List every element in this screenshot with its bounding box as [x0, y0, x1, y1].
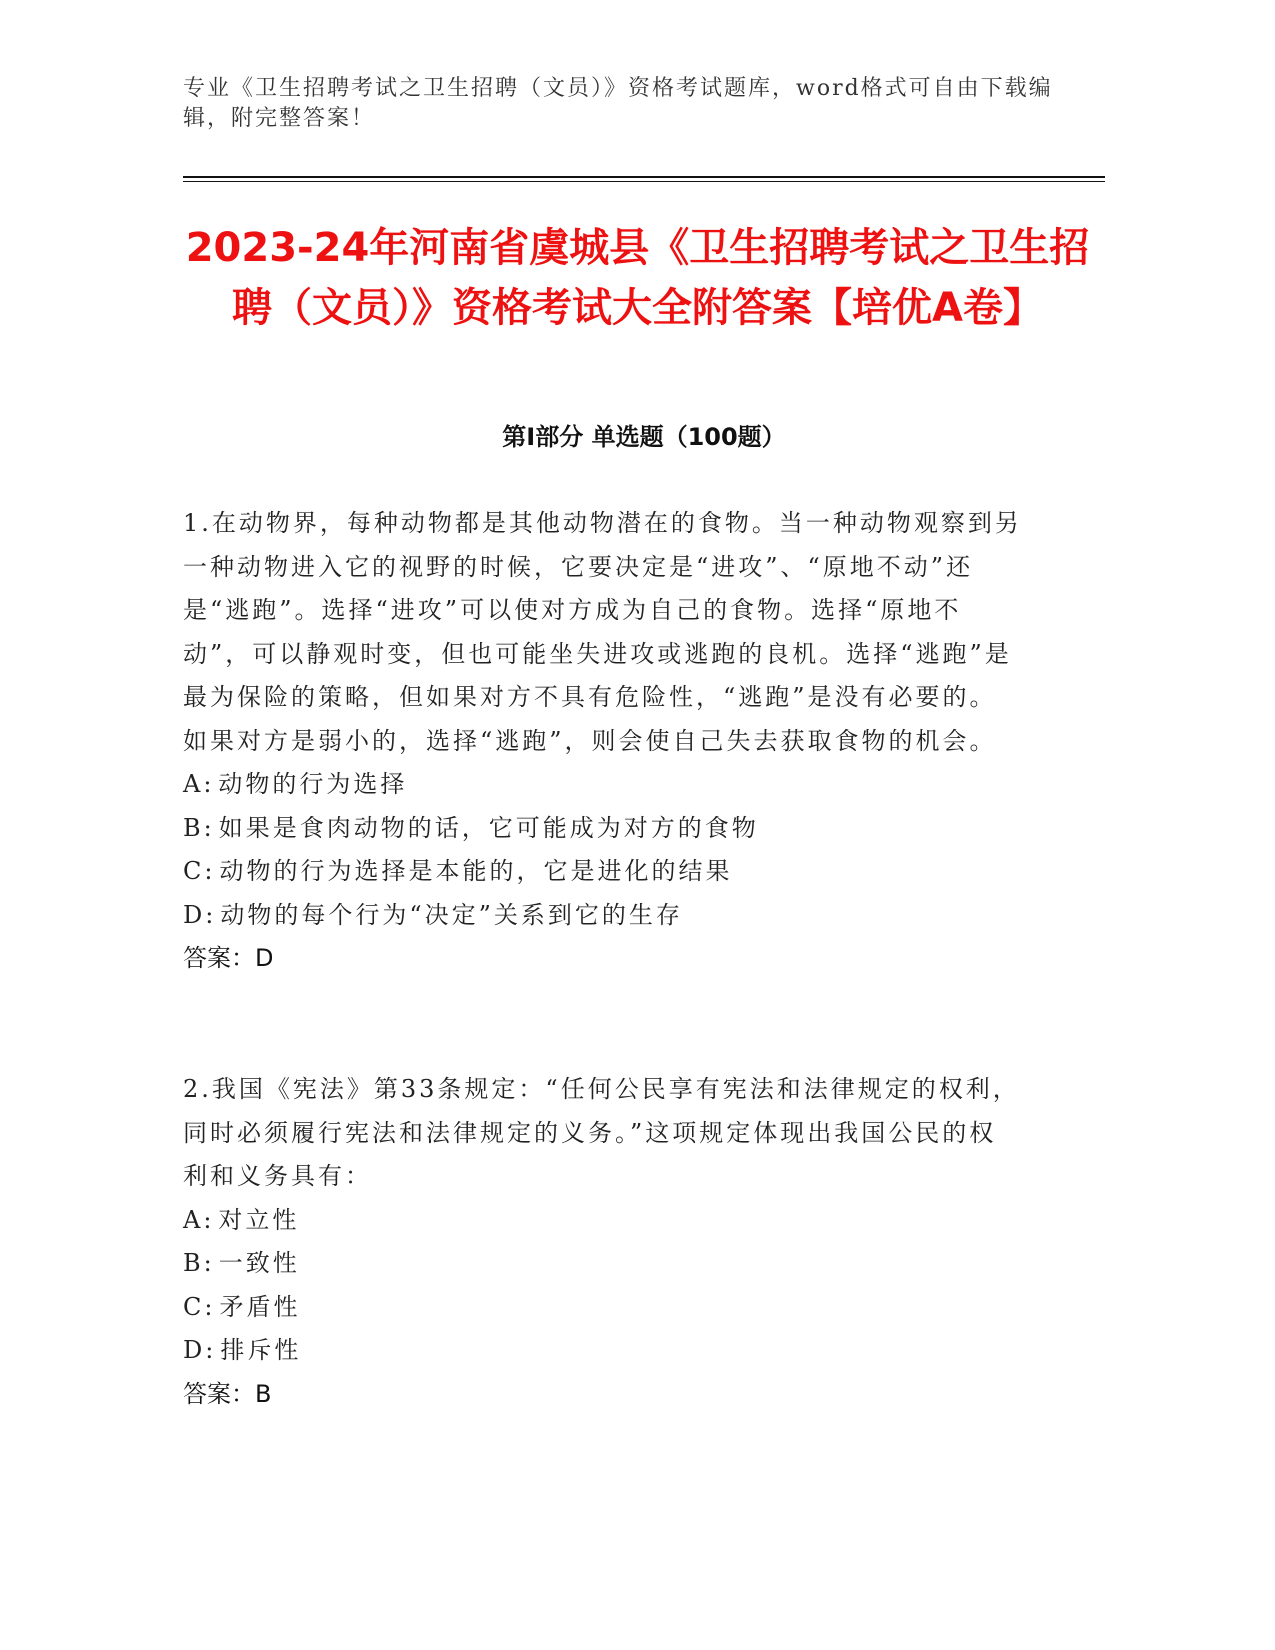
option-letter: D: — [183, 1336, 217, 1364]
question-stem: 2.我国《宪法》第33条规定：“任何公民享有宪法和法律规定的权利，同时必须履行宪法和法律规定的义务。”这项规定体现出我国公民的权利和义务具有： — [183, 1075, 1020, 1190]
option-text: 动物的每个行为“决定”关系到它的生存 — [220, 900, 683, 929]
question-option-b — [183, 807, 1023, 851]
header-rule-thin — [183, 181, 1105, 182]
document-title: 2023-24年河南省虞城县《卫生招聘考试之卫生招聘（文员）》资格考试大全附答案【培优A卷】 — [185, 225, 1090, 331]
question-1 — [183, 502, 1023, 981]
option-letter: D: — [183, 900, 217, 929]
option-text: 矛盾性 — [219, 1292, 301, 1321]
question-option-d — [183, 894, 1023, 938]
question-2 — [183, 1068, 1023, 1416]
header-note: 专业《卫生招聘考试之卫生招聘（文员）》资格考试题库，word格式可自由下载编辑，附完整答案！ — [183, 76, 1053, 131]
option-letter: C: — [183, 857, 216, 885]
option-text: 对立性 — [218, 1205, 300, 1234]
header-rule-thick — [183, 176, 1105, 178]
option-letter: B: — [183, 813, 215, 842]
option-text: 如果是食肉动物的话，它可能成为对方的食物 — [218, 813, 759, 842]
question-option-d — [183, 1329, 1023, 1373]
option-letter: A: — [183, 1205, 215, 1234]
section-heading: 第I部分 单选题（100题） — [502, 423, 786, 451]
question-answer: 答案：D — [183, 944, 274, 972]
option-text: 动物的行为选择是本能的，它是进化的结果 — [219, 857, 733, 885]
option-letter: B: — [183, 1249, 215, 1277]
question-option-c — [183, 1286, 1023, 1330]
question-stem: 1.在动物界，每种动物都是其他动物潜在的食物。当一种动物观察到另一种动物进入它的视野的时候，它要决定是“进攻”、“原地不动”还是“逃跑”。选择“进攻”可以使对方成为自己的食物。选择“原地不动”，可以静观时变，但也可能坐失进攻或逃跑的良机。选择“逃跑”是最为保险的策略，但如果对方不具有危险性，“逃跑”是没有必要的。如果对方是弱小的，选择“逃跑”，则会使自己失去获取食物的机会。 — [183, 509, 1022, 755]
question-option-c — [183, 850, 1023, 894]
question-option-a — [183, 1199, 1023, 1243]
option-text: 一致性 — [218, 1249, 300, 1277]
option-text: 动物的行为选择 — [218, 770, 408, 798]
option-text: 排斥性 — [220, 1336, 302, 1364]
option-letter: A: — [183, 770, 215, 798]
question-option-b — [183, 1242, 1023, 1286]
question-answer: 答案：B — [183, 1379, 272, 1408]
option-letter: C: — [183, 1292, 216, 1321]
question-option-a — [183, 763, 1023, 807]
